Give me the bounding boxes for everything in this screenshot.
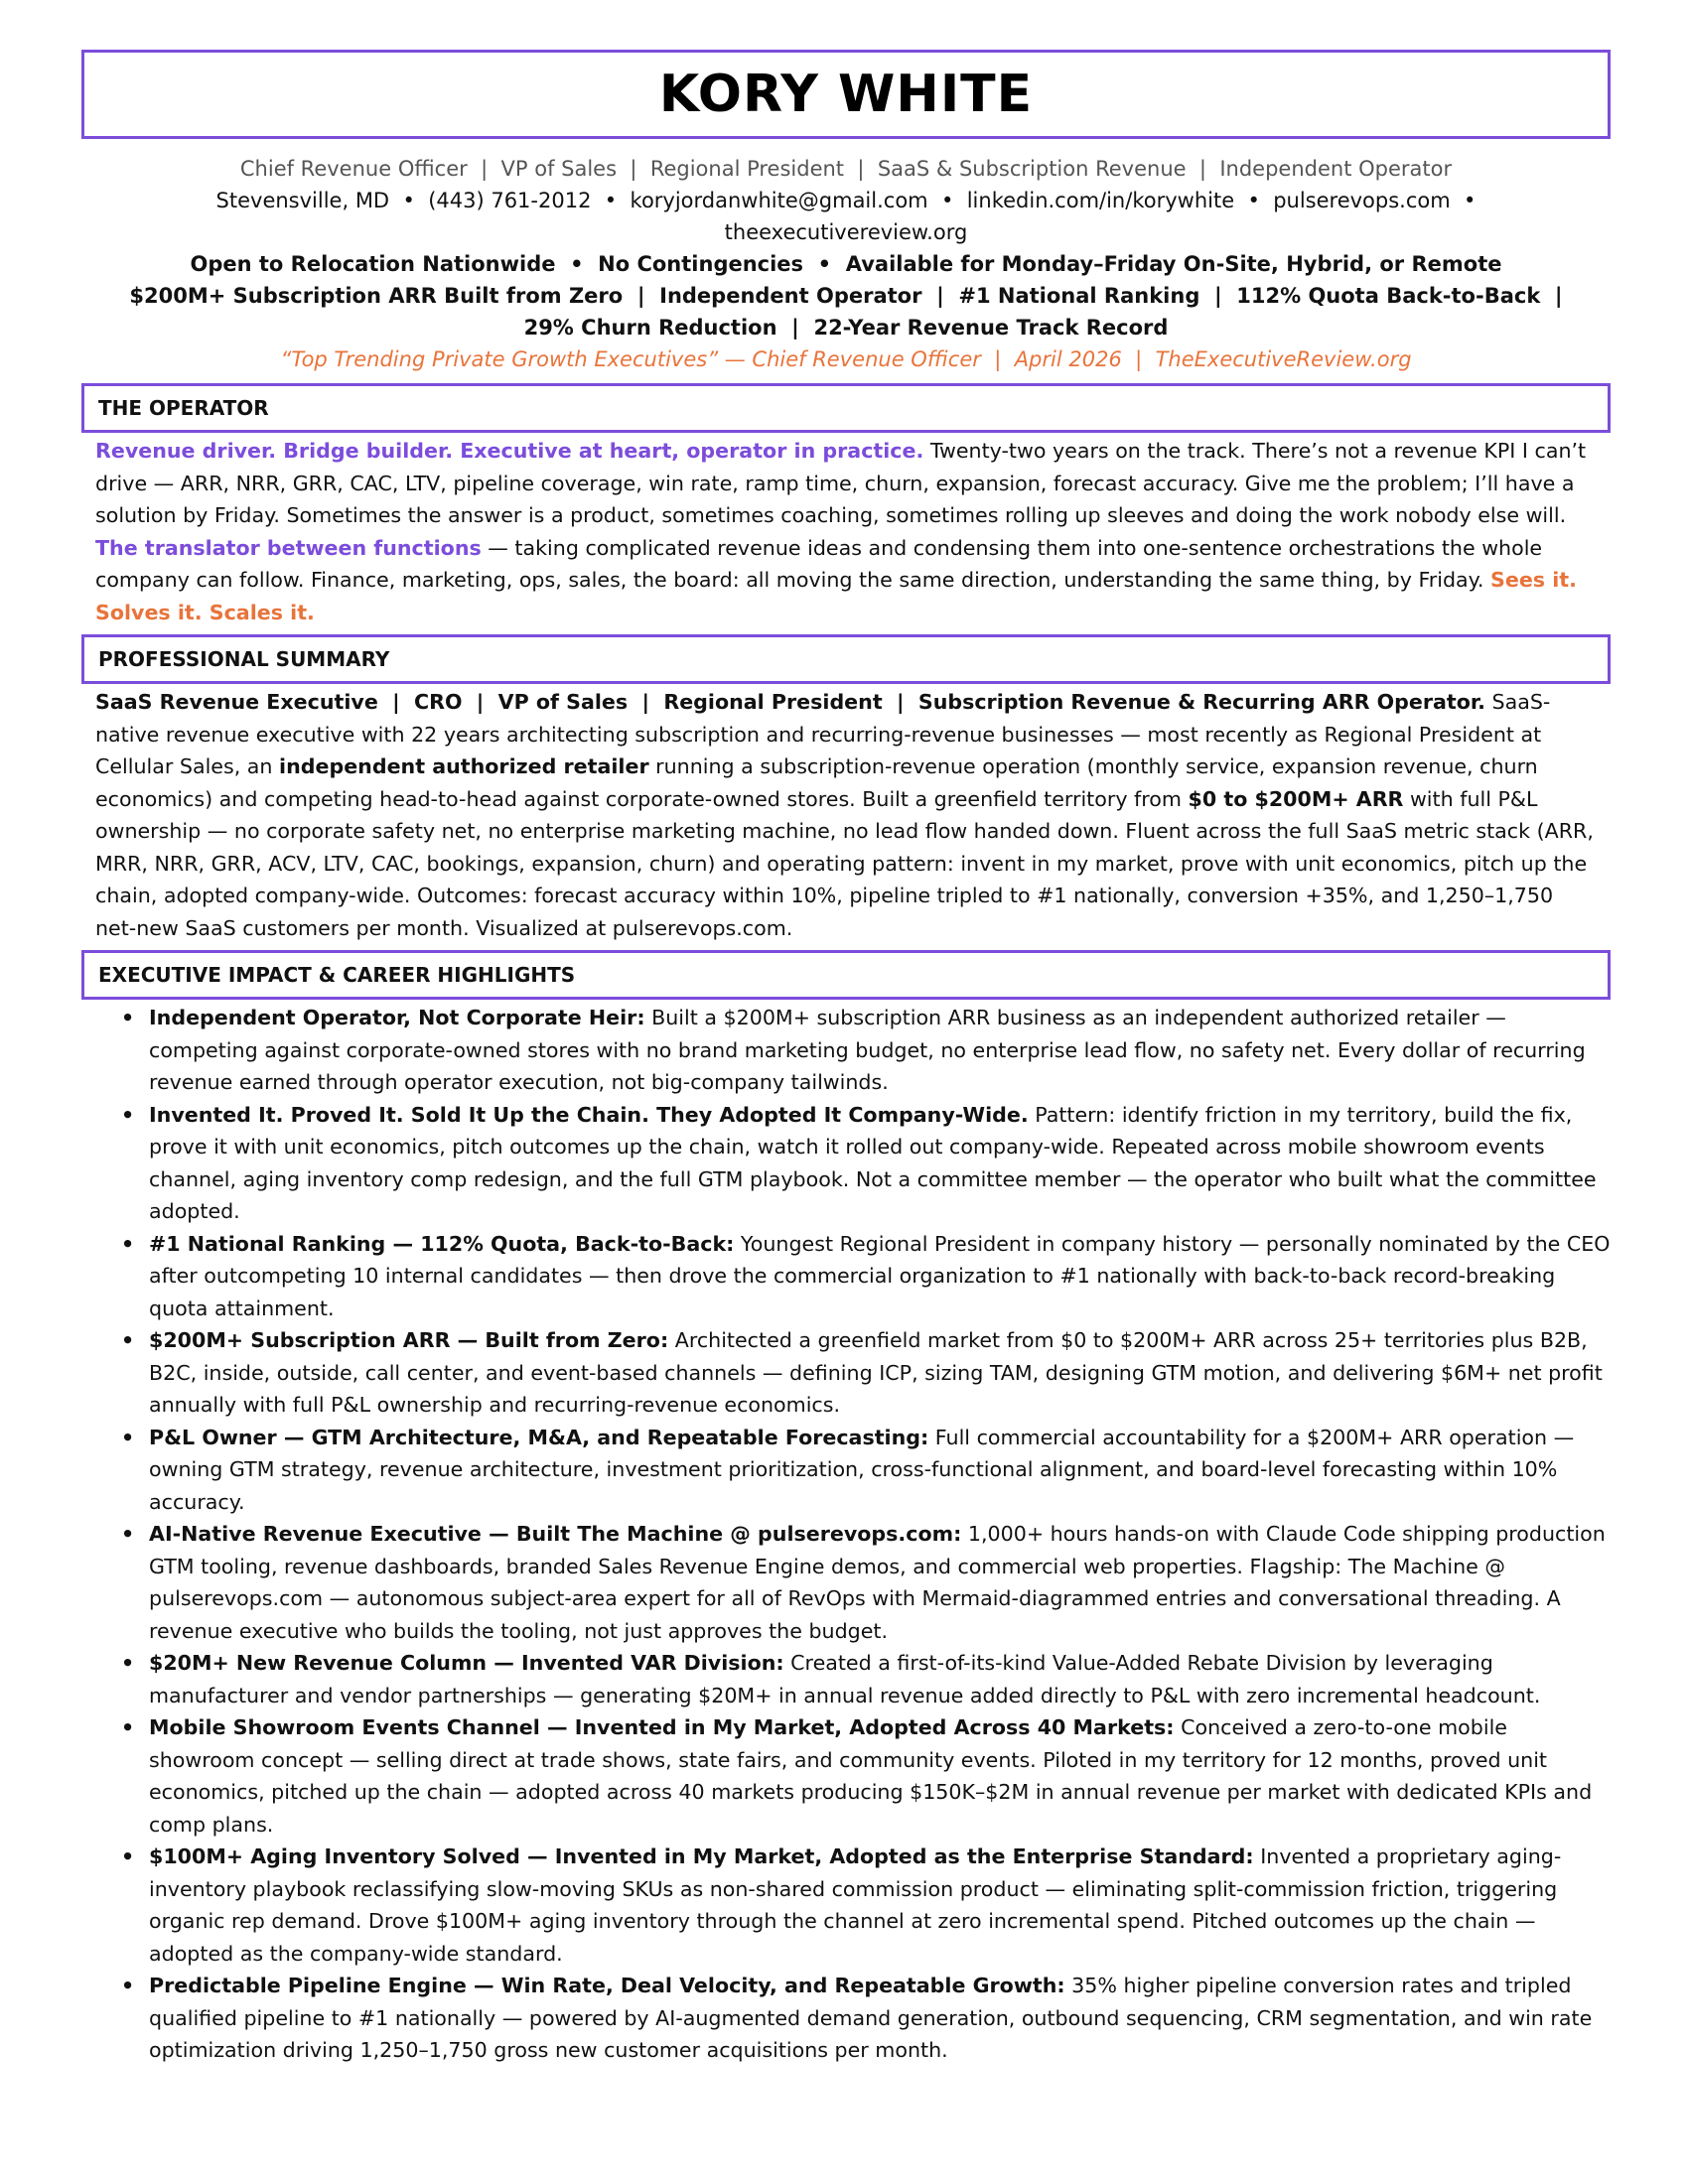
- list-item: [149, 1647, 1611, 1711]
- highlight-title: Mobile Showroom Events Channel — Invented in My Market, Adopted Across 40 Markets:: [149, 1715, 1175, 1739]
- list-item: [149, 1711, 1611, 1841]
- operator-text-2: — taking complicated revenue ideas and condensing them into one-sentence orchestrations the whole company can follow. Finance, marketing, ops, sales, the board: all moving the same direction, understanding the same thing, by Friday.: [95, 535, 1543, 592]
- list-item: [149, 1099, 1611, 1228]
- operator-lead: Revenue driver. Bridge builder. Executive at heart, operator in practice.: [95, 439, 924, 463]
- highlight-text: Created a first-of-its-kind Value-Added Rebate Division by leveraging manufacturer and vendor partnerships — generating $20M+ in annual revenue added directly to P&L with zero incremental headcount.: [149, 1651, 1541, 1707]
- contact-line-2: theexecutivereview.org: [724, 220, 968, 244]
- highlight-text: Full commercial accountability for a $200M+ ARR operation — owning GTM strategy, revenue architecture, investment prioritization, cross-functional alignment, and board-level forecasting within 10% accuracy.: [149, 1425, 1575, 1514]
- highlight-text: Conceived a zero-to-one mobile showroom concept — selling direct at trade shows, state fairs, and community events. Piloted in my territory for 12 months, proved unit economics, pitched up the chain — adopted across 40 markets producing $150K–$2M in annual revenue per market with dedicated KPIs and comp plans.: [149, 1715, 1593, 1837]
- highlight-text: 35% higher pipeline conversion rates and tripled qualified pipeline to #1 nationally — powered by AI-augmented demand generation, outbound sequencing, CRM segmentation, and win rate optimization driving 1,250–1,750 gross new customer acquisitions per month.: [149, 1974, 1593, 2062]
- highlight-title: $100M+ Aging Inventory Solved — Invented in My Market, Adopted as the Enterprise Standard:: [149, 1844, 1254, 1868]
- highlight-text: Invented a proprietary aging-inventory playbook reclassifying slow-moving SKUs as non-shared commission product — eliminating split-commission friction, triggering organic rep demand. Drove $100M+ aging inventory through the channel at zero incremental spend. Pitched outcomes up the chain — adopted as the company-wide standard.: [149, 1844, 1562, 1966]
- list-item: [149, 1002, 1611, 1099]
- contact-line-1: Stevensville, MD • (443) 761-2012 • koryjordanwhite@gmail.com • linkedin.com/in/korywhite • pulserevops.com •: [215, 189, 1477, 212]
- highlight-title: Invented It. Proved It. Sold It Up the Chain. They Adopted It Company-Wide.: [149, 1102, 1029, 1127]
- list-item: [149, 1228, 1611, 1325]
- highlight-title: $200M+ Subscription ARR — Built from Zero:: [149, 1328, 669, 1352]
- highlight-text: Architected a greenfield market from $0 to $200M+ ARR across 25+ territories plus B2B, B2C, inside, outside, call center, and event-based channels — defining ICP, sizing TAM, designing GTM motion, and delivering $6M+ net profit annually with full P&L ownership and recurring-revenue economics.: [149, 1328, 1603, 1417]
- summary-lead: SaaS Revenue Executive | CRO | VP of Sales | Regional President | Subscription Revenue & Recurring ARR Operator.: [95, 690, 1485, 714]
- highlight-title: Independent Operator, Not Corporate Heir:: [149, 1006, 645, 1029]
- operator-paragraph: [81, 435, 1611, 628]
- highlight-text: 1,000+ hours hands-on with Claude Code shipping production GTM tooling, revenue dashboards, branded Sales Revenue Engine demos, and commercial web properties. Flagship: The Machine @ pulserevops.com — autonomous subject-area expert for all of RevOps with Mermaid-diagrammed entries and conversational threading. A revenue executive who builds the tooling, not just approves the budget.: [149, 1522, 1606, 1643]
- list-item: [149, 1841, 1611, 1970]
- list-item: [149, 1970, 1611, 2067]
- summary-bold-2: $0 to $200M+ ARR: [1188, 786, 1404, 811]
- summary-bold-1: independent authorized retailer: [279, 754, 649, 778]
- summary-text-2: running a subscription-revenue operation (monthly service, expansion revenue, churn economics) and competing head-to-head against corporate-owned stores. Built a greenfield territory from: [95, 754, 1545, 811]
- summary-paragraph: [81, 686, 1611, 944]
- highlights-list: [81, 1002, 1611, 2067]
- award-quote: “Top Trending Private Growth Executives” — Chief Revenue Officer | April 2026 | TheExecutiveReview.org: [280, 347, 1412, 371]
- operator-text-1: Twenty-two years on the track. There’s not a revenue KPI I can’t drive — ARR, NRR, GRR, CAC, LTV, pipeline coverage, win rate, ramp time, churn, expansion, forecast accuracy. Give me the problem; I’ll have a solution by Friday. Sometimes the answer is a product, sometimes coaching, sometimes rolling up sleeves and doing the work nobody else will.: [95, 439, 1587, 527]
- highlight-text: Built a $200M+ subscription ARR business as an independent authorized retailer — competing against corporate-owned stores with no brand marketing budget, no enterprise lead flow, no safety net. Every dollar of recurring revenue earned through operator execution, not big-company tailwinds.: [149, 1006, 1586, 1094]
- section-heading-highlights: EXECUTIVE IMPACT & CAREER HIGHLIGHTS: [81, 950, 1611, 1000]
- list-item: [149, 1422, 1611, 1519]
- section-heading-operator: THE OPERATOR: [81, 383, 1611, 433]
- operator-tagline: Sees it. Solves it. Scales it.: [95, 568, 1577, 624]
- summary-text-1: SaaS-native revenue executive with 22 years architecting subscription and recurring-revenue businesses — most recently as Regional President at Cellular Sales, an: [95, 690, 1551, 778]
- list-item: [149, 1518, 1611, 1647]
- highlight-text: Youngest Regional President in company history — personally nominated by the CEO after outcompeting 10 internal candidates — then drove the commercial organization to #1 nationally with back-to-back record-breaking quota attainment.: [149, 1231, 1611, 1320]
- highlight-title: AI-Native Revenue Executive — Built The Machine @ pulserevops.com:: [149, 1522, 962, 1546]
- name-header-box: [81, 50, 1611, 139]
- highlight-title: P&L Owner — GTM Architecture, M&A, and Repeatable Forecasting:: [149, 1425, 929, 1449]
- operator-highlight: The translator between functions: [95, 535, 482, 560]
- highlight-title: $20M+ New Revenue Column — Invented VAR Division:: [149, 1651, 784, 1675]
- highlight-title: Predictable Pipeline Engine — Win Rate, Deal Velocity, and Repeatable Growth:: [149, 1974, 1065, 1997]
- summary-text-3: with full P&L ownership — no corporate safety net, no enterprise marketing machine, no lead flow handed down. Fluent across the full SaaS metric stack (ARR, MRR, NRR, GRR, ACV, LTV, CAC, bookings, expansion, churn) and operating pattern: invent in my market, prove with unit economics, pitch up the chain, adopted company-wide. Outcomes: forecast accuracy within 10%, pipeline tripled to #1 nationally, conversion +35%, and 1,250–1,750 net-new SaaS customers per month. Visualized at pulserevops.com.: [95, 786, 1601, 940]
- metrics-line: $200M+ Subscription ARR Built from Zero | Independent Operator | #1 National Ranking | 112% Quota Back-to-Back | 29% Churn Reduction | 22-Year Revenue Track Record: [129, 284, 1578, 340]
- title-line: Chief Revenue Officer | VP of Sales | Regional President | SaaS & Subscription Revenue | Independent Operator: [239, 157, 1453, 181]
- relocation-line: Open to Relocation Nationwide • No Contingencies • Available for Monday–Friday On-Site, Hybrid, or Remote: [190, 252, 1502, 276]
- highlight-title: #1 National Ranking — 112% Quota, Back-to-Back:: [149, 1231, 735, 1256]
- resume-page: [81, 50, 1611, 2067]
- candidate-name: KORY WHITE: [658, 65, 1034, 124]
- list-item: [149, 1324, 1611, 1422]
- contact-line: [81, 185, 1611, 248]
- section-heading-summary: PROFESSIONAL SUMMARY: [81, 634, 1611, 684]
- highlight-text: Pattern: identify friction in my territory, build the fix, prove it with unit economics, pitch outcomes up the chain, watch it rolled out company-wide. Repeated across mobile showroom events channel, aging inventory comp redesign, and the full GTM playbook. Not a committee member — the operator who built what the committee adopted.: [149, 1102, 1597, 1223]
